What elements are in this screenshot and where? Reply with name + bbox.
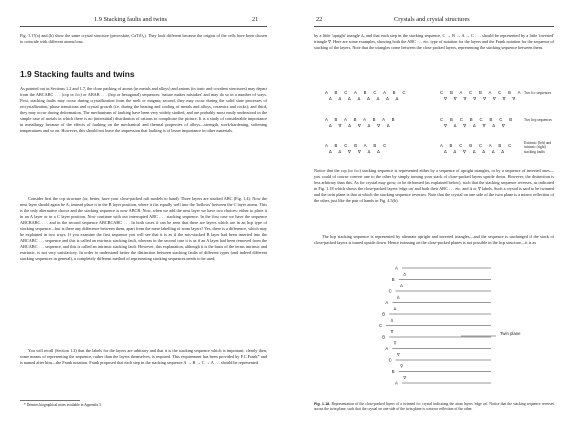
layer-label: B <box>391 369 395 374</box>
twin-figure <box>286 258 573 398</box>
footnote: * Denotes biographical notes available in Appendix 3. <box>24 403 102 407</box>
stacking-triangle: ∇ <box>400 363 403 369</box>
layer-label: C <box>388 288 392 294</box>
figure-caption <box>314 402 554 412</box>
stacking-triangle: ∆ <box>393 305 397 311</box>
sequence-layers: A B A B A B A B <box>325 117 398 122</box>
running-header-title: Crystals and crystal structures <box>394 16 470 23</box>
sequence-label: Two hcp sequences <box>524 118 552 122</box>
layer-label: C <box>388 357 392 363</box>
stacking-triangle: ∆ <box>400 282 403 288</box>
sequence-triangles: ∆ ∆ ∆ ∆ ∆ ∆ ∆ ∆ <box>329 96 402 101</box>
intro-paragraph: by a little 'upright' triangle ∆, and that each step in the stacking sequence, C → B → A → C . . . should be represented by a little 'inverted' triangle ∇. Here are some examples, showing both the ABC . . . etc. type of notation for the layers and the Frank notation for the sequence of stacking of the layers. Note that the triangles come between the close packed layers, representing the stacking sequence between them. <box>314 33 554 50</box>
sequence-triangles: ∆ ∇ ∆ ∇ ∆ ∇ ∆ <box>329 123 393 128</box>
left-page <box>0 0 286 442</box>
sequence-label: Extrinsic (left) and intrinsic (right) stacking faults <box>524 141 552 154</box>
sequence-layers: A B C B A B C <box>325 143 390 148</box>
sequence-triangles: ∆ ∆ ∇ ∆ ∆ ∆ ∆ <box>444 149 507 154</box>
sequence-layers: A B C B C A B C <box>440 143 515 148</box>
page-number: 21 <box>252 16 259 23</box>
stacking-triangle: ∇ <box>393 340 397 346</box>
layer-label: A <box>395 380 398 386</box>
stacking-triangle: ∇ <box>397 351 400 357</box>
caption-label: Fig. 1.18. <box>314 402 331 406</box>
sequence-label: Two fcc sequences <box>524 91 552 95</box>
body-paragraph-1: As pointed out in Sections 1.2 and 1.7, the close packing of atoms (in metals and alloys) and anions (in ionic and covalent structures) may depart from the ABCABC . . . (ccp or fcc) or ABAB . . . (hcp or hexagonal) sequences: 'nature makes mistakes' and may do so in a number of ways. First, stacking faults may occur during crystallization from the melt or magma; second, they may occur during the solid state processes of recrystallization, phase transitions and crystal growth (i.e. during the heating and cooling of metals and alloys, ceramics and rocks); and third, they may occur during deformation. The mechanisms of faulting have been very widely studied, and are probably most easily understood in the simple case of metals in which there is no (interstitial) distribution of cations to complicate the picture. It is a study of considerable importance in metallurgy because of the effects of faulting on the mechanical and thermal properties of alloys—strength, work-hardening, softening temperatures and so on. However, this should not leave the impression that faulting is of lesser importance in other materials. <box>20 86 267 133</box>
sequence-layers: A B C A B C A B C <box>325 90 409 95</box>
stacking-triangle: ∆ <box>397 294 400 300</box>
layer-label: A <box>385 346 389 351</box>
page-number: 22 <box>316 16 323 23</box>
running-header-section: 1.9 Stacking faults and twins <box>94 16 167 23</box>
layer-label: B <box>382 334 386 340</box>
layer-label: A <box>395 265 398 271</box>
layer-label: B <box>382 311 386 317</box>
sequence-triangles: ∇ ∇ ∇ ∇ ∇ ∇ ∇ ∇ <box>444 96 519 101</box>
caption-text: Representation of the close-packed layers of a twinned fcc crystal indicating the atom layers 'edge on'. Notice that the stacking sequence reverses across the twin plane, such that the crystal on one side of the twin plane is a mirror reflection of the other. <box>314 402 554 412</box>
twin-plane-label: Twin plane <box>500 331 521 336</box>
section-heading: 1.9 Stacking faults and twins <box>20 69 135 79</box>
body-paragraph-1: Notice that the ccp (or fcc) stacking sequence is represented either by a sequence of upright triangles, or by a sequence of inverted ones—you could of course convert one to the other by simply turning your stack of close-packed layers upside down. However, the distinction is less arbitrary than this. As for crystal may grow, or be deformed (as explained below), such that the stacking sequence reverses, as indicated in Fig. 1.18 which shows the close-packed layers 'edge on' and both their ABC . . . etc. and ∆ or ∇ labels. Such a crystal is said to be twinned and the twin plane is that at which the stacking sequence reverses. Note that the crystal on one side of the twin plane is a mirror reflection of the other, just like the pair of hands in Fig. 4.5(b). <box>314 168 554 203</box>
header-rule <box>20 26 267 27</box>
sequence-triangles: ∆ ∆ ∇ ∇ ∆ ∆ <box>329 149 383 154</box>
sequence-layers: C B A C B A C B A <box>440 90 524 95</box>
sequence-triangles: ∇ ∆ ∇ ∆ ∇ ∆ ∇ <box>444 123 508 128</box>
layer-label: B <box>391 277 395 282</box>
layer-label: C <box>379 323 383 328</box>
stacking-triangle: ∇ <box>390 328 394 334</box>
header-rule <box>314 26 554 27</box>
body-paragraph-3: You will recall (Section 1.2) that the labels for the layers are arbitrary and that it is the stacking sequence which is important; clearly then, some means of representing the sequence, rather than the layers themselves, is required. This requirement has been provided by F.C.Frank* and is named after him—the Frank notation. Frank proposed that each step in the stacking sequence A → B → C → A . . . should be represented <box>20 348 267 365</box>
right-page <box>286 0 573 442</box>
stacking-triangle: ∆ <box>390 317 394 323</box>
body-paragraph-2: Consider first the ccp structure (or, better, have your close-packed raft models to hand). Three layers are stacked ABC (Fig. 1.4). Now the next layer should again be A; instead place it in the B layer position, where it fits equally well into the 'hollows' between the C layer atoms. This is the only alternative choice and the stacking sequence is now ABCB. Now, when we add the next layer we have two choices: either to place it in an A layer or in a C layer position. Now continue with our interrupted ABC . . . stacking sequence. In the first case we have the sequence ABCBABC . . . and in the second sequence ABCBCABC . . . In both cases it can be seen that there are layers which are in an hcp type of stacking sequence—but is there any difference between them, apart from the mere labelling of atom layers? Yes, there is a difference, which may be explained in two ways. If you examine the first sequence you will see that it is as if the mis-stacked B layer had been inserted into the ABCABC . . . sequence and this is called an extrinsic stacking fault, whereas in the second case it is as if an A layer had been removed from the ABCABC . . . sequence, and this is called an intrinsic stacking fault. However, this explanation, although it is the basis of the terms intrinsic and extrinsic, is not very satisfactory. In order to understand better the distinction between stacking faults of different types (and indeed different stacking sequences in general), a completely different method of representing stacking sequences needs to be used. <box>20 196 267 261</box>
layer-label: A <box>385 300 389 305</box>
body-paragraph-2: The hcp stacking sequence is represented by alternate upright and inverted triangles—and the sequence is unchanged if the stack of close-packed layers is turned upside down. Hence twinning on the close-packed planes is not possible in the hcp structure—it is as <box>314 234 554 245</box>
footnote-rule <box>20 400 80 401</box>
stacking-triangle: ∆ <box>403 271 406 277</box>
stacking-triangle: ∇ <box>403 374 407 380</box>
intro-paragraph: Fig. 1.17(a) and (b) show the same crystal structure (perovskite, CaTiO₃). They look different because the origins of the cells have been chosen to coincide with different atoms/ions. <box>20 33 267 44</box>
sequence-layers: C B C B C B C B <box>440 117 515 122</box>
